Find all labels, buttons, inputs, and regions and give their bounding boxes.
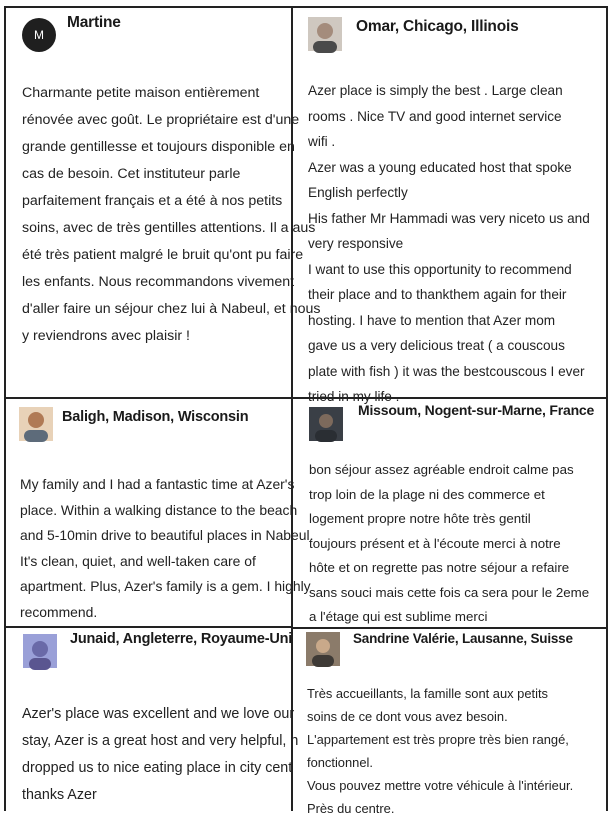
reviewer-name: Missoum, Nogent-sur-Marne, France	[358, 402, 595, 418]
review-text: Azer place is simply the best . Large clean rooms . Nice TV and good internet service wifi . Azer was a young educated host that spoke English perfectly His father Mr Hammadi was very niceto us and very responsive I want to use this opportunity to recommend their place and to thankthem again for their hosting. I have to mention that Azer mom gave us a very delicious treat ( a couscous plate with fish ) it was the bestcouscous I ever tried in my life .	[308, 83, 590, 404]
reviewer-name: Sandrine Valérie, Lausanne, Suisse	[353, 631, 573, 646]
person-photo-icon	[306, 632, 340, 666]
person-photo-icon	[309, 407, 343, 441]
reviewer-name: Junaid, Angleterre, Royaume-Uni	[70, 631, 293, 647]
person-photo-icon	[23, 634, 57, 668]
person-photo-icon	[308, 17, 342, 51]
avatar	[23, 634, 57, 668]
review-text: bon séjour assez agréable endroit calme pas trop loin de la plage ni des commerce et logement propre notre hôte très gentil toujours présent et à l'écoute merci à notre hôte et on regrette pas notre séjour a refaire sans souci mais cette fois ca sera pour le 2eme a l'étage qui est sublime merci	[309, 462, 590, 624]
review-text: Très accueillants, la famille sont aux petits soins de ce dont vous avez besoin. L'appartement est très propre très bien rangé, fonctionnel. Vous pouvez mettre votre véhicule à l'intérieur. Près du centre.	[307, 686, 574, 816]
review-text: Azer's place was excellent and we love our stay, Azer is a great host and very helpful, h dropped us to nice eating place in city cent thanks Azer	[22, 706, 299, 803]
review-card	[6, 8, 321, 396]
review-card	[6, 399, 314, 625]
avatar-initial: M	[34, 28, 44, 42]
reviewer-name: Omar, Chicago, Illinois	[356, 18, 519, 35]
avatar	[308, 17, 342, 51]
avatar	[306, 632, 340, 666]
reviewer-name: Martine	[67, 14, 121, 31]
review-card	[293, 629, 605, 816]
avatar	[309, 407, 343, 441]
person-photo-icon	[19, 407, 53, 441]
review-card	[293, 399, 605, 626]
review-text: Charmante petite maison entièrement rénovée avec goût. Le propriétaire est d'une grande gentillesse et toujours disponible en cas de besoin. Cet instituteur parle parfaitement français et a été à nos petits soins, avec de très gentilles attentions. Il a aus été très patient malgré le bruit qu'ont pu faire les enfants. Nous recommandons vivement d'aller faire un séjour chez lui à Nabeul, et nous y reviendrons avec plaisir !	[22, 85, 321, 344]
avatar	[22, 18, 56, 52]
review-text: My family and I had a fantastic time at Azer's place. Within a walking distance to the beach and 5-10min drive to beautiful places in Nabeul. It's clean, quiet, and well-taken care of apartment. Plus, Azer's family is a gem. I highly recommend.	[20, 476, 314, 620]
avatar	[19, 407, 53, 441]
reviewer-name: Baligh, Madison, Wisconsin	[62, 409, 249, 425]
review-card	[6, 628, 299, 811]
border-right	[606, 6, 608, 811]
review-card	[293, 8, 605, 404]
